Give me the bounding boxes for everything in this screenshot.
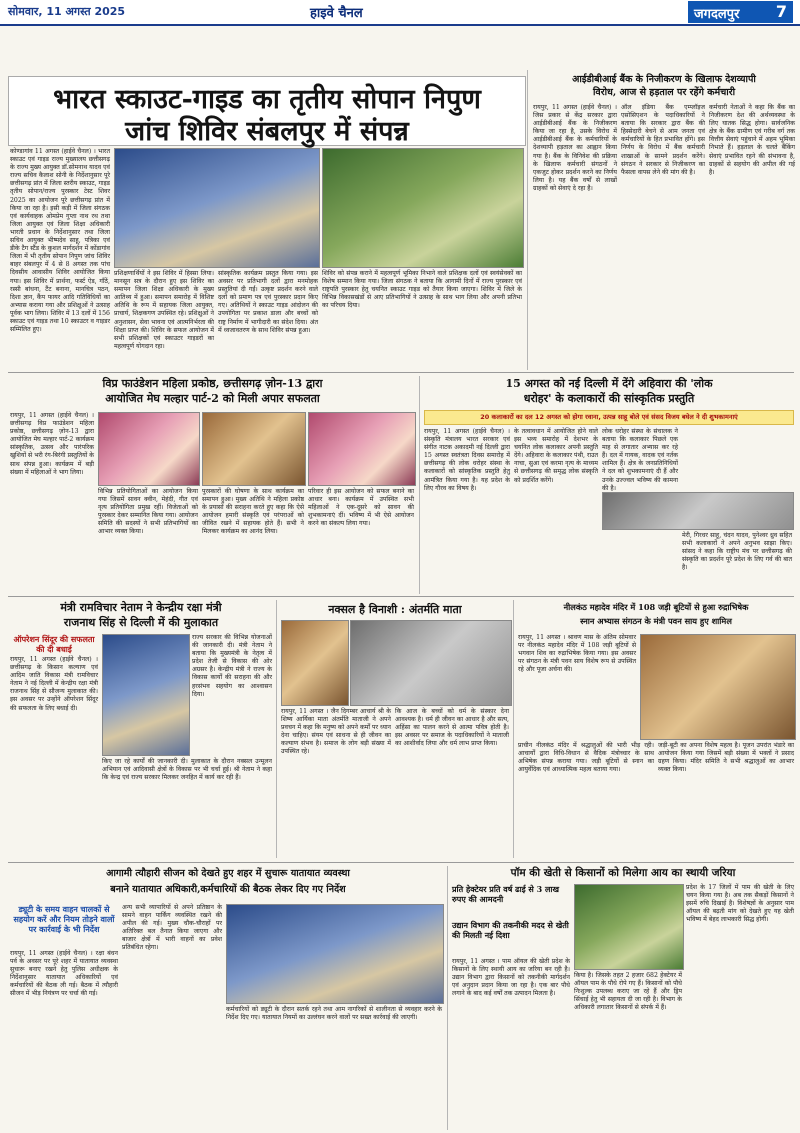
bank-body-col3: कर्मचारी नेताओं ने कहा कि बैंक का निजीकरण देश की अर्थव्यवस्था के लिए घातक सिद्ध होगा। सार्वजनिक क्षेत्र के बैंक ग्रामीण एवं गरीब वर्ग तक वित्तीय सेवाएं पहुंचाने में अहम भूमिका निभाते हैं। हड़ताल के चलते बैंकिंग सेवाएं प्रभावित रहने की संभावना है, ग्राहकों से सहयोग की अपील की गई है। <box>709 104 795 176</box>
aug15-photo <box>602 492 794 530</box>
shiv-headline-line1: नीलकंठ महादेव मंदिर में 108 जड़ी बूटियों से हुआ रुद्राभिषेक <box>563 602 749 612</box>
scout-headline-line2: जांच शिविर संबलपुर में संपन्न <box>125 116 409 147</box>
column-divider <box>513 600 514 858</box>
scout-photo-1 <box>114 148 320 268</box>
vipra-body-col4: परिवार ही इस आयोजन को सफल बनाने का आधार बना। कार्यक्रम में उपस्थित सभी महिलाओं ने एक-दूसरे को सावन की शुभकामनाएं दीं। भविष्य में भी ऐसे आयोजन करने का संकल्प लिया गया। <box>308 488 414 528</box>
vipra-headline-line1: विप्र फाउंडेशन महिला प्रकोष्ठ, छत्तीसगढ़ ज़ोन-13 द्वारा <box>102 377 323 390</box>
netam-body-col1: रायपुर, 11 अगस्त (हाईवे चैनल) । छत्तीसगढ़ के किसान कल्याण एवं आदिम जाति विकास मंत्री रामविचार नेताम ने नई दिल्ली में केन्द्रीय रक्षा मंत्री राजनाथ सिंह से सौजन्य मुलाकात की। इस अवसर पर उन्होंने ऑपरेशन सिंदूर की सफलता के लिए बधाई दी। <box>10 656 98 712</box>
section-divider <box>8 862 794 863</box>
scout-headline-box <box>8 76 526 146</box>
netam-body-col3: किए जा रहे कार्यों की जानकारी दी। मुलाकात के दौरान नक्सल उन्मूलन अभियान एवं आदिवासी क्षेत्रों के विकास पर भी चर्चा हुई। श्री नेताम ने कहा कि केन्द्र एवं राज्य सरकार मिलकर जनहित में कार्य कर रही हैं। <box>102 758 272 782</box>
netam-headline-line2: राजनाथ सिंह से दिल्ली में की मुलाकात <box>63 616 219 629</box>
scout-body-col3: सांस्कृतिक कार्यक्रम प्रस्तुत किया गया। इस अवसर पर प्रतिभागी दलों द्वारा मनमोहक प्रस्तुतियां दी गईं। उत्कृष्ट प्रदर्शन करने वाले दलों को प्रमाण पत्र एवं पुरस्कार प्रदान किए गए। अतिथियों ने स्काउट गाइड आंदोलन की उपयोगिता पर प्रकाश डाला और बच्चों को राष्ट्र निर्माण में भागीदारी का संदेश दिया। अंत में ध्वजावतरण के साथ शिविर संपन्न हुआ। <box>218 270 318 334</box>
traffic-headline-line1: आगामी त्यौहारी सीजन को देखते हुए शहर में सुचारू यातायात व्यवस्था <box>106 868 350 879</box>
traffic-subhead: ड्यूटी के समय वाहन चालकों से सहयोग करें और नियम तोड़ने वालों पर कार्रवाई के भी निर्देश <box>13 904 115 934</box>
bank-body-col2: ऑल इंडिया बैंक एम्प्लॉइज एसोसिएशन के पदाधिकारियों ने बताया कि सरकार द्वारा बैंक की हिस्सेदारी बेचने से आम जनता एवं कर्मचारियों के हित प्रभावित होंगे। इस निर्णय के विरोध में बैंक कर्मचारी शाखाओं के सामने प्रदर्शन करेंगे। संगठन ने सरकार से निजीकरण का फैसला वापस लेने की मांग की है। <box>621 104 705 176</box>
scout-photo-2 <box>322 148 524 268</box>
vipra-photo-3 <box>308 412 416 486</box>
aug15-headline <box>424 376 794 406</box>
shiv-headline-line2: स्नान अभ्यास संगठन के मंत्री पवन साय हुए शामिल <box>580 616 732 626</box>
vipra-headline-line2: आयोजित मेघ मल्हार पार्ट-2 को मिली अपार सफलता <box>105 392 320 405</box>
column-divider <box>419 376 420 594</box>
shiv-photo <box>640 634 796 740</box>
vipra-photo-2 <box>202 412 306 486</box>
section-divider <box>8 372 794 373</box>
naxal-photo-2 <box>350 620 512 706</box>
traffic-headline-line2: बनाने यातायात अधिकारी,कर्मचारियों की बैठक लेकर दिए गए निर्देश <box>110 884 346 895</box>
page-number: 7 <box>775 2 787 21</box>
column-divider <box>527 70 528 370</box>
vipra-headline <box>10 376 415 406</box>
vipra-body-col2: विभिन्न प्रतियोगिताओं का आयोजन किया गया जिसमें सावन क्वीन, मेहंदी, गीत एवं नृत्य प्रतियोगिता प्रमुख रहीं। विजेताओं को पुरस्कार देकर सम्मानित किया गया। आयोजन समिति की सदस्यों ने सभी प्रतिभागियों का आभार व्यक्त किया। <box>98 488 198 536</box>
column-divider <box>447 866 448 1130</box>
vipra-photo-1 <box>98 412 200 486</box>
aug15-body-col4: मेरी, गिरधर साहू, चंदन यादव, पुनेश्वर ध्रुव सहित सभी कलाकारों ने अपने अनुभव साझा किए। सांसद ने कहा कि राष्ट्रीय मंच पर छत्तीसगढ़ की संस्कृति का प्रदर्शन पूरे प्रदेश के लिए गर्व की बात है। <box>682 532 792 572</box>
aug15-headline-line1: 15 अगस्त को नई दिल्ली में देंगे अहिवारा की 'लोक <box>505 377 713 390</box>
edition-city: जगदलपुर <box>694 7 740 22</box>
traffic-headline <box>10 866 446 898</box>
palm-body-col3: प्रदेश के 17 जिलों में पाम की खेती के लिए चयन किया गया है। अब तक सैकड़ों किसानों ने इसमें रुचि दिखाई है। विशेषज्ञों के अनुसार पाम ऑयल की बढ़ती मांग को देखते हुए यह खेती भविष्य में बेहद लाभकारी सिद्ध होगी। <box>686 884 794 924</box>
section-divider <box>8 596 794 597</box>
traffic-body-col2: अन्य सभी व्यापारियों से अपने प्रतिष्ठान के सामने वाहन पार्किंग व्यवस्थित रखने की अपील की गई। मुख्य चौक-चौराहों पर अतिरिक्त बल तैनात किया जाएगा और बाजार क्षेत्रों में भारी वाहनों का प्रवेश प्रतिबंधित रहेगा। <box>122 904 222 952</box>
traffic-body-col1: रायपुर, 11 अगस्त (हाईवे चैनल) । रक्षा बंधन पर्व के अवसर पर पूरे शहर में यातायात व्यवस्था सुचारू बनाए रखने हेतु पुलिस अधीक्षक के निर्देशानुसार यातायात अधिकारियों एवं कर्मचारियों की बैठक ली गई। बैठक में त्यौहारी सीजन में भीड़ नियंत्रण पर चर्चा की गई। <box>10 950 118 998</box>
shiv-body-col2: प्राचीन नीलकंठ मंदिर में श्रद्धालुओं की भारी भीड़ रही। आचार्यों द्वारा विधि-विधान से वैदिक मंत्रोच्चार के साथ अभिषेक संपन्न कराया गया। जड़ी बूटियों से स्नान का आयुर्वेदिक एवं आध्यात्मिक महत्व बताया गया। <box>518 742 654 774</box>
paper-name: हाइवे चैनल <box>310 6 363 21</box>
netam-subhead: ऑपरेशन सिंदूर की सफलता की दी बधाई <box>13 634 95 654</box>
naxal-photo-1 <box>281 620 349 706</box>
palm-photo <box>574 884 684 970</box>
traffic-body-col3: कर्मचारियों को ड्यूटी के दौरान सतर्क रहने तथा आम नागरिकों से शालीनता से व्यवहार करने के निर्देश दिए गए। यातायात नियमों का उल्लंघन करने वालों पर सख्त कार्रवाई की जाएगी। <box>226 1006 442 1022</box>
netam-body-col2: राज्य सरकार की विभिन्न योजनाओं की जानकारी दी। मंत्री नेताम ने बताया कि मुख्यमंत्री के नेतृत्व में प्रदेश तेजी से विकास की ओर अग्रसर है। केन्द्रीय मंत्री ने राज्य के विकास कार्यों की सराहना की और हरसंभव सहयोग का आश्वासन दिया। <box>192 634 272 698</box>
netam-photo <box>102 634 190 756</box>
palm-bullet-2: उद्यान विभाग की तकनीकी मदद से खेती की मिलती नई दिशा <box>452 920 569 940</box>
scout-body-col4: शिविर को संपन्न कराने में महत्वपूर्ण भूमिका निभाने वाले प्रशिक्षक दलों एवं स्वयंसेवकों का विशेष सम्मान किया गया। जिला संगठक ने बताया कि आगामी दिनों में राज्य पुरस्कार एवं राष्ट्रपति पुरस्कार हेतु चयनित स्काउट गाइड को तैयार किया जाएगा। शिविर में जिले के विभिन्न विकासखंडों से आए प्रतिभागियों ने उत्साह के साथ भाग लिया और अपनी प्रतिभा का परिचय दिया। <box>322 270 522 310</box>
naxal-body-col1: रायपुर, 11 अगस्त । जैन दिगम्बर आचार्य श्री के शिष्य आर्यिका माता अंतर्मति माताजी ने अपने प्रवचन में कहा कि मनुष्य को अपने कर्मों पर ध्यान देना चाहिए। संयम एवं साधना से ही जीवन का कल्याण संभव है। समाज के लोग बड़ी संख्या में उपस्थित रहे। <box>281 708 391 756</box>
bank-headline-line1: आईडीबीआई बैंक के निजीकरण के खिलाफ देशव्यापी <box>572 74 756 85</box>
scout-body-col2: प्रशिक्षणार्थियों ने इस शिविर में हिस्सा लिया। मानसून सत्र के दौरान हुए इस शिविर का समापन जिला शिक्षा अधिकारी के मुख्य आतिथ्य में हुआ। समापन समारोह में विशिष्ट अतिथि के रूप में सहायक जिला आयुक्त, प्राचार्य, शिक्षकगण उपस्थित रहे। प्रशिक्षुओं ने अनुशासन, सेवा भावना एवं आत्मनिर्भरता की शिक्षा प्राप्त की। शिविर के सफल आयोजन में सभी प्रशिक्षकों एवं स्काउटर गाइडरों का महत्वपूर्ण योगदान रहा। <box>114 270 214 350</box>
palm-body-col2: किया है। जिसके तहत 2 हजार 682 हेक्टेयर में ऑयल पाम के पौधे रोपे गए हैं। किसानों को पौधे निःशुल्क उपलब्ध कराए जा रहे हैं और ड्रिप सिंचाई हेतु भी सहायता दी जा रही है। विभाग के अधिकारी लगातार किसानों से संपर्क में हैं। <box>574 972 682 1012</box>
naxal-body-col2: कि आज के बच्चों को धर्म के संस्कार देना आवश्यक है। धर्म ही जीवन का आधार है और सत्य, अहिंसा का पालन करने से आत्मा पवित्र होती है। इस अवसर पर समाज के पदाधिकारियों ने माताजी का आशीर्वाद लिया और धर्म लाभ प्राप्त किया। <box>395 708 509 748</box>
bank-body-col1: रायपुर, 11 अगस्त (हाईवे चैनल) । जिस प्रकार से केंद्र सरकार द्वारा आईडीबीआई बैंक के निजीकरण किया जा रहा है, उसके विरोध में आईडीबीआई बैंक के कर्मचारियों के देशव्यापी हड़ताल का आह्वान किया गया है। बैंक के विनिवेश की प्रक्रिया के खिलाफ कर्मचारी संगठनों ने एकजुट होकर प्रदर्शन करने का निर्णय लिया है। यह बैंक वर्षों से लाखों ग्राहकों को सेवाएं दे रहा है। <box>533 104 617 192</box>
palm-body-col1: रायपुर, 11 अगस्त । पाम ऑयल की खेती प्रदेश के किसानों के लिए स्थायी आय का जरिया बन रही है। उद्यान विभाग द्वारा किसानों को तकनीकी मार्गदर्शन एवं अनुदान प्रदान किया जा रहा है। एक बार पौधे लगाने के बाद कई वर्षों तक उत्पादन मिलता है। <box>452 958 570 998</box>
issue-date: सोमवार, 11 अगस्त 2025 <box>8 5 126 18</box>
netam-headline-line1: मंत्री रामविचार नेताम ने केन्द्रीय रक्षा मंत्री <box>60 601 222 614</box>
aug15-body-col1: रायपुर, 11 अगस्त (हाईवे चैनल) । संस्कृति मंत्रालय भारत सरकार एवं संगीत नाटक अकादमी नई दिल्ली द्वारा 15 अगस्त स्वतंत्रता दिवस समारोह में छत्तीसगढ़ की लोक धरोहर संस्था के कलाकारों को सांस्कृतिक प्रस्तुति हेतु आमंत्रित किया गया है। यह प्रदेश के लिए गौरव का विषय है। <box>424 428 510 492</box>
aug15-strip: 20 कलाकारों का दल 12 अगस्त को होगा रवाना, उत्पन्न साहू बोले एवं संसद विजय बघेल ने दी शुभकामनाएं <box>424 410 794 425</box>
edition-badge <box>688 1 793 23</box>
aug15-body-col2: के तत्वावधान में आयोजित होने वाले इस भव्य समारोह में देशभर के चयनित लोक कलाकार अपनी प्रस्तुति देंगे। अहिवारा के कलाकार पंथी, राउत नाचा, सुआ एवं करमा नृत्य के माध्यम से छत्तीसगढ़ की समृद्ध लोक संस्कृति को प्रदर्शित करेंगे। <box>514 428 599 484</box>
bank-headline-line2: विरोध, आज से हड़ताल पर रहेंगे कर्मचारी <box>592 87 736 98</box>
palm-bullet-1: प्रति हेक्टेयर प्रति वर्ष ढाई से 3 लाख रुपए की आमदनी <box>452 884 560 904</box>
palm-headline: पॉम की खेती से किसानों को मिलेगा आय का स्थायी जरिया <box>510 867 736 879</box>
shiv-body-col1: रायपुर, 11 अगस्त । श्रावण मास के अंतिम सोमवार पर नीलकंठ महादेव मंदिर में 108 जड़ी बूटियों से भगवान शिव का रुद्राभिषेक किया गया। इस अवसर पर संगठन के मंत्री पवन साय विशेष रूप से उपस्थित रहे और पूजा अर्चना की। <box>518 634 636 674</box>
vipra-body-col1: रायपुर, 11 अगस्त (हाईवे चैनल) । छत्तीसगढ़ विप्र फाउंडेशन महिला प्रकोष्ठ, छत्तीसगढ़ ज़ोन-13 द्वारा आयोजित मेघ मल्हार पार्ट-2 कार्यक्रम सांस्कृतिक, उत्सव और पारंपरिक खुशियों से भरी रंग-बिरंगी प्रस्तुतियों के साथ संपन्न हुआ। कार्यक्रम में बड़ी संख्या में महिलाओं ने भाग लिया। <box>10 412 94 476</box>
shiv-headline <box>518 600 794 628</box>
aug15-body-col3: लोक धरोहर संस्था के संचालक ने बताया कि कलाकार पिछले एक माह से लगातार अभ्यास कर रहे हैं। दल में गायक, वादक एवं नर्तक शामिल हैं। क्षेत्र के जनप्रतिनिधियों ने दल को शुभकामनाएं दी हैं और उनके उज्ज्वल भविष्य की कामना की है। <box>602 428 678 492</box>
column-divider <box>276 600 277 858</box>
aug15-headline-line2: धरोहर' के कलाकारों की सांस्कृतिक प्रस्तुति <box>523 392 695 405</box>
naxal-headline: नक्सल है विनाशी : अंतर्मति माता <box>328 603 462 616</box>
scout-headline-line1: भारत स्काउट-गाइड का तृतीय सोपान निपुण <box>53 84 481 115</box>
netam-headline <box>10 600 272 630</box>
traffic-photo <box>226 904 444 1004</box>
vipra-body-col3: पुरस्कारों की घोषणा के साथ कार्यक्रम का समापन हुआ। मुख्य अतिथि ने महिला प्रकोष्ठ के प्रयासों की सराहना करते हुए कहा कि ऐसे आयोजन हमारी संस्कृति एवं परंपराओं को जीवित रखने में सहायक होते हैं। सभी ने मिलकर कार्यक्रम का आनंद लिया। <box>202 488 304 536</box>
shiv-body-col3: जड़ी-बूटी का अपना विशेष महत्व है। पूजन उपरांत भंडारे का आयोजन किया गया जिसमें बड़ी संख्या में भक्तों ने प्रसाद ग्रहण किया। मंदिर समिति ने सभी श्रद्धालुओं का आभार व्यक्त किया। <box>658 742 794 774</box>
bank-headline <box>533 73 795 99</box>
scout-body-col1: कोण्डागांव 11 अगस्त (हाईवे चैनल) । भारत स्काउट एवं गाइड राज्य मुख्यालय छत्तीसगढ़ के राज्य मुख्य आयुक्त डॉ.सोमनाथ यादव एवं राज्य सचिव कैलाश सोनी के निर्देशानुसार पूरे छत्तीसगढ़ प्रांत में जिला स्तरीय स्काउट, गाइड तृतीय सोपान/राज्य पुरस्कार टेस्ट शिवर 2025 का आयोजन पूरे छत्तीसगढ़ प्रांत में किया जा रहा है। इसी कड़ी में जिला संगठक एवं कार्यवाहक ओमप्रेम गुप्ता नाथ रथ तथा जिला आयुक्त एवं जिला शिक्षा अधिकारी भारती प्रधान के निर्देशानुसार तथा जिला सचिव आयुक्त भीष्मदेव साहू, पत्रिका एवं डीके टैग स्टैंड के कुशल मार्गदर्शन में कोंडागांव जिला में भी तृतीय सोपान निपुण जांच शिविर बाहर संबलपुर में 4 से 8 अगस्त तक पांच दिवसीय आवासीय शिविर आयोजित किया गया। इस शिविर में प्रार्थना, फर्स्ट ऐड, गाँठें, रस्सी बांधना, टैंट बनाना, मानचित्र पठन, दिशा ज्ञान, कैंप फायर आदि गतिविधियों का अभ्यास कराया गया और प्रशिक्षुओं ने उत्साह पूर्वक भाग लिया। शिविर में 13 दलों में 156 स्काउट एवं गाइड तथा 10 स्काउटर व गाइडर सम्मिलित हुए। <box>10 148 110 334</box>
